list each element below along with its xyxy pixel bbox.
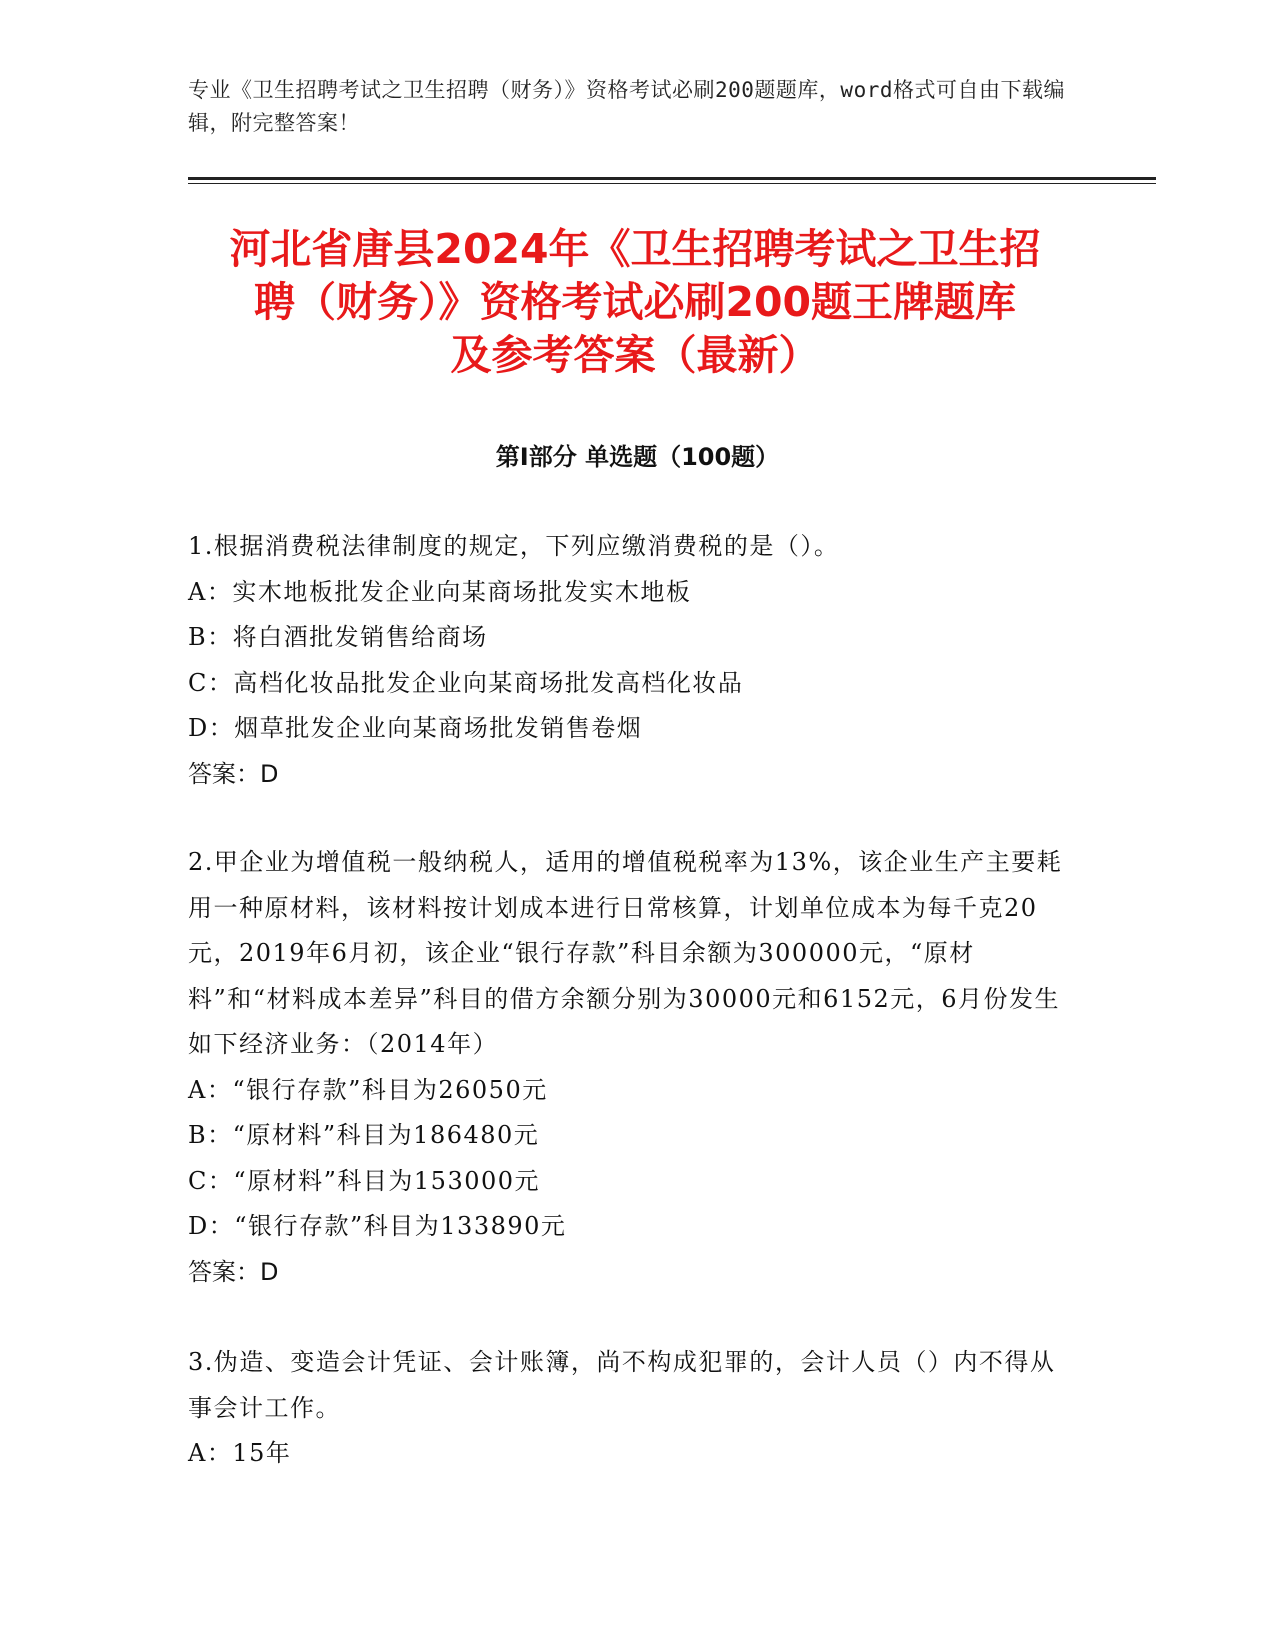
question-stem: 3.伪造、变造会计凭证、会计账簿，尚不构成犯罪的，会计人员（）内不得从事会计工作。 — [188, 1348, 1056, 1422]
section-title: 第Ⅰ部分 单选题（100题） — [495, 443, 780, 471]
question-3 — [188, 1340, 1078, 1477]
option-d: D：烟草批发企业向某商场批发销售卷烟 — [188, 714, 643, 742]
option-c: C：“原材料”科目为153000元 — [188, 1166, 541, 1195]
option-c: C：高档化妆品批发企业向某商场批发高档化妆品 — [188, 668, 744, 697]
question-stem: 2.甲企业为增值税一般纳税人，适用的增值税税率为13%，该企业生产主要耗用一种原材料，该材料按计划成本进行日常核算，计划单位成本为每千克20元，2019年6月初，该企业“银行存款”科目余额为300000元，“原材料”和“材料成本差异”科目的借方余额分别为30000元和6152元，6月份发生如下经济业务：（2014年） — [188, 848, 1063, 1058]
question-1 — [188, 524, 1078, 797]
title-line-2: 聘（财务）》资格考试必刷200题王牌题库 — [253, 278, 1017, 326]
title-line-3: 及参考答案（最新） — [450, 331, 820, 379]
answer-line: 答案：D — [188, 759, 279, 788]
option-b: B：“原材料”科目为186480元 — [188, 1121, 540, 1149]
header-divider-thick — [188, 177, 1156, 180]
option-a: A：15年 — [188, 1439, 292, 1467]
document-title — [175, 223, 1095, 382]
option-a: A：“银行存款”科目为26050元 — [188, 1075, 548, 1104]
header-note: 专业《卫生招聘考试之卫生招聘（财务）》资格考试必刷200题题库，word格式可自由下载编辑，附完整答案！ — [188, 78, 1065, 135]
answer-line: 答案：D — [188, 1257, 279, 1286]
question-2 — [188, 840, 1078, 1295]
option-a: A：实木地板批发企业向某商场批发实木地板 — [188, 577, 692, 606]
header-divider-thin — [188, 183, 1156, 184]
question-stem: 1.根据消费税法律制度的规定，下列应缴消费税的是（）。 — [188, 532, 840, 560]
option-b: B：将白酒批发销售给商场 — [188, 623, 488, 651]
option-d: D：“银行存款”科目为133890元 — [188, 1212, 567, 1240]
title-line-1: 河北省唐县2024年《卫生招聘考试之卫生招 — [229, 225, 1041, 273]
